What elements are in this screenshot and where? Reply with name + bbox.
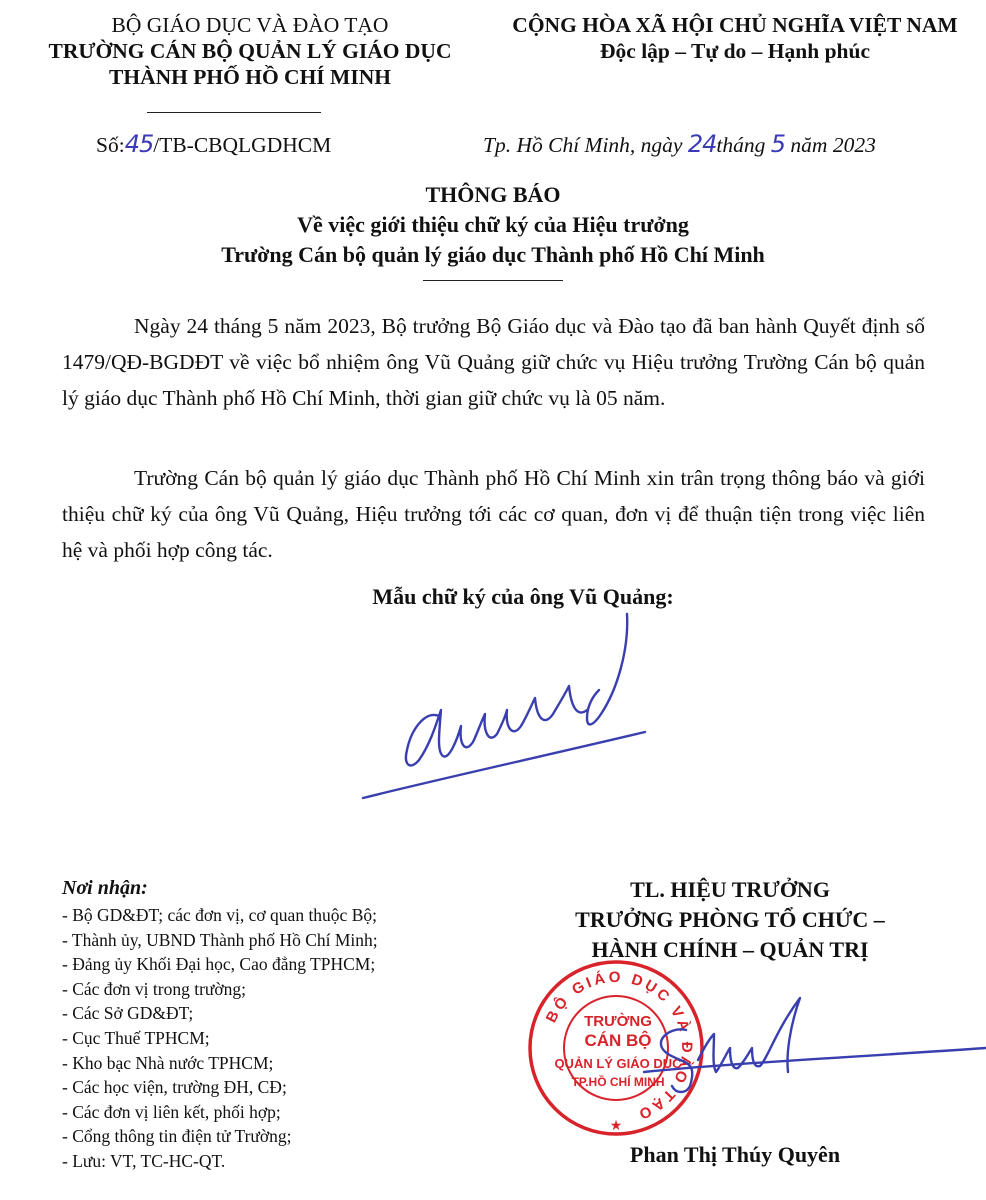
date-day-handwritten: 24 bbox=[687, 130, 717, 158]
stamp-line-2: CÁN BỘ bbox=[584, 1031, 652, 1050]
signer-signature bbox=[640, 990, 986, 1100]
recipients-list bbox=[62, 903, 378, 1174]
signer-title-line1: TRƯỞNG PHÒNG TỔ CHỨC – bbox=[575, 907, 885, 932]
recipient-item: - Thành ủy, UBND Thành phố Hồ Chí Minh; bbox=[62, 929, 378, 950]
doc-number-prefix: Số: bbox=[96, 133, 125, 157]
stamp-ring-text: BỘ GIÁO DỤC VÀ ĐÀO TẠO bbox=[542, 968, 696, 1124]
document-number bbox=[96, 130, 331, 158]
stamp-line-1: TRƯỜNG bbox=[584, 1013, 652, 1030]
school-name-line1: TRƯỜNG CÁN BỘ QUẢN LÝ GIÁO DỤC bbox=[48, 39, 452, 63]
recipient-item: - Cục Thuế TPHCM; bbox=[62, 1027, 210, 1048]
nation-name: CỘNG HÒA XÃ HỘI CHỦ NGHĨA VIỆT NAM bbox=[512, 13, 958, 37]
national-header bbox=[495, 12, 975, 64]
stamp-star-icon: ★ bbox=[609, 1118, 623, 1134]
recipient-item: - Đảng ủy Khối Đại học, Cao đẳng TPHCM; bbox=[62, 954, 376, 975]
title-underline bbox=[423, 280, 563, 281]
principal-signature bbox=[355, 610, 675, 810]
body-paragraph-2: Trường Cán bộ quản lý giáo dục Thành phố Hồ Chí Minh xin trân trọng thông báo và giới thiệu chữ ký của ông Vũ Quảng, Hiệu trưởng tới các cơ quan, đơn vị để thuận tiện trong việc liên hệ và phối hợp công tác. bbox=[62, 466, 925, 562]
date-year: năm 2023 bbox=[785, 133, 876, 157]
recipient-item: - Các đơn vị trong trường; bbox=[62, 978, 247, 999]
recipient-item: - Các học viện, trường ĐH, CĐ; bbox=[62, 1077, 287, 1098]
signer-title-line2: HÀNH CHÍNH – QUẢN TRỊ bbox=[591, 937, 869, 962]
recipient-item: - Bộ GD&ĐT; các đơn vị, cơ quan thuộc Bộ; bbox=[62, 905, 377, 925]
issuer-underline bbox=[147, 112, 321, 113]
recipient-item: - Các đơn vị liên kết, phối hợp; bbox=[62, 1101, 281, 1122]
notice-title-main: THÔNG BÁO bbox=[425, 182, 561, 207]
doc-number-handwritten: 45 bbox=[124, 130, 154, 158]
notice-subtitle-1: Về việc giới thiệu chữ ký của Hiệu trưởng bbox=[297, 212, 689, 237]
signer-block bbox=[520, 875, 940, 965]
ministry-name: BỘ GIÁO DỤC VÀ ĐÀO TẠO bbox=[111, 13, 389, 37]
recipient-item: - Kho bạc Nhà nước TPHCM; bbox=[62, 1052, 274, 1073]
issuer-block bbox=[20, 12, 480, 90]
recipient-item: - Cổng thông tin điện tử Trường; bbox=[62, 1126, 292, 1147]
date-month-handwritten: 5 bbox=[770, 130, 786, 158]
notice-title bbox=[0, 180, 986, 270]
body-paragraph-1: Ngày 24 tháng 5 năm 2023, Bộ trưởng Bộ Giáo dục và Đào tạo đã ban hành Quyết định số 1479/QĐ-BGDĐT về việc bổ nhiệm ông Vũ Quảng giữ chức vụ Hiệu trưởng Trường Cán bộ quản lý giáo dục Thành phố Hồ Chí Minh, thời gian giữ chức vụ là 05 năm. bbox=[62, 314, 925, 410]
stamp-line-4: TP.HỒ CHÍ MINH bbox=[571, 1075, 665, 1089]
signer-name: Phan Thị Thúy Quyên bbox=[629, 1142, 841, 1167]
notice-subtitle-2: Trường Cán bộ quản lý giáo dục Thành phố Hồ Chí Minh bbox=[221, 242, 765, 267]
date-line bbox=[483, 130, 876, 158]
date-prefix: Tp. Hồ Chí Minh, ngày bbox=[483, 133, 688, 157]
stamp-line-3: QUẢN LÝ GIÁO DỤC bbox=[554, 1056, 682, 1071]
recipient-item: - Các Sở GD&ĐT; bbox=[62, 1003, 194, 1024]
signature-sample-label: Mẫu chữ ký của ông Vũ Quảng: bbox=[372, 584, 674, 609]
signer-authority: TL. HIỆU TRƯỞNG bbox=[630, 877, 830, 902]
doc-number-suffix: /TB-CBQLGDHCM bbox=[153, 133, 332, 157]
date-month-label: tháng bbox=[716, 133, 771, 157]
recipient-item: - Lưu: VT, TC-HC-QT. bbox=[62, 1150, 226, 1171]
recipients-title: Nơi nhận: bbox=[62, 877, 148, 899]
school-name-line2: THÀNH PHỐ HỒ CHÍ MINH bbox=[109, 65, 391, 89]
national-motto: Độc lập – Tự do – Hạnh phúc bbox=[600, 39, 870, 63]
